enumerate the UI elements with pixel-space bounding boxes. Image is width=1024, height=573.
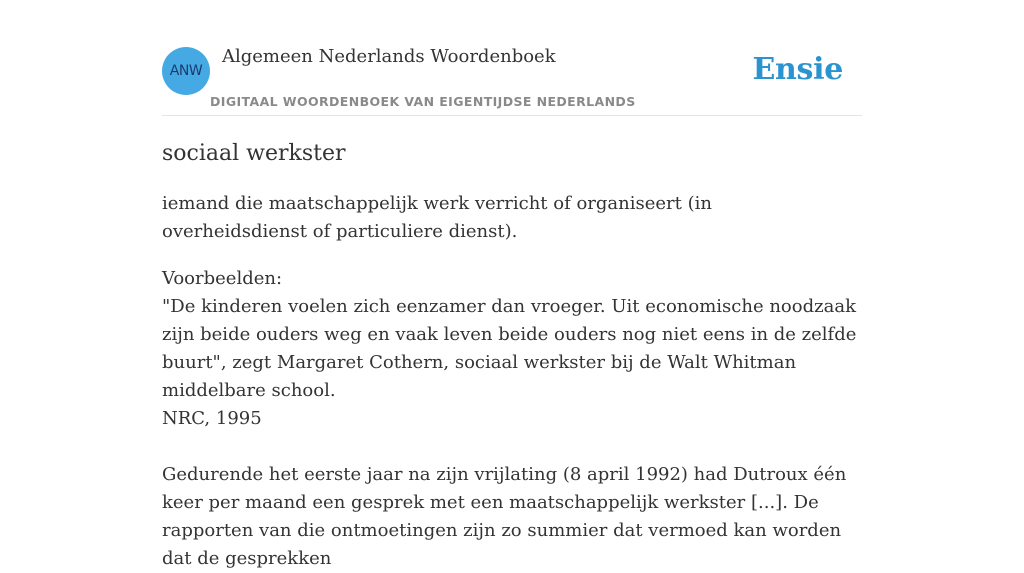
site-header (162, 40, 862, 116)
site-title[interactable]: Algemeen Nederlands Woordenboek (222, 46, 556, 67)
site-subtitle: DIGITAAL WOORDENBOEK VAN EIGENTIJDSE NEDERLANDS (210, 94, 636, 109)
example-quote: Gedurende het eerste jaar na zijn vrijlating (8 april 1992) had Dutroux één keer per maand een gesprek met een maatschappelijk werkster [...]. De rapporten van die ontmoetingen zijn zo summier dat vermoed kan worden dat de gesprekken (162, 464, 847, 569)
examples-section (162, 265, 862, 573)
entry-definition: iemand die maatschappelijk werk verricht of organiseert (in overheidsdienst of particuliere dienst). (162, 193, 712, 242)
anw-logo[interactable]: ANW (162, 47, 210, 95)
entry-title: sociaal werkster (162, 141, 346, 166)
example-quote: "De kinderen voelen zich eenzamer dan vroeger. Uit economische noodzaak zijn beide ouders weg en vaak leven beide ouders nog niet eens in de zelfde buurt", zegt Margaret Cothern, sociaal werkster bij de Walt Whitman middelbare school. (162, 296, 857, 401)
entry-content (162, 138, 862, 573)
examples-label: Voorbeelden: (162, 268, 283, 289)
example-separator (162, 433, 862, 461)
example-source: NRC, 1995 (162, 408, 262, 429)
ensie-logo[interactable]: Ensie (752, 52, 843, 87)
page (162, 0, 862, 569)
